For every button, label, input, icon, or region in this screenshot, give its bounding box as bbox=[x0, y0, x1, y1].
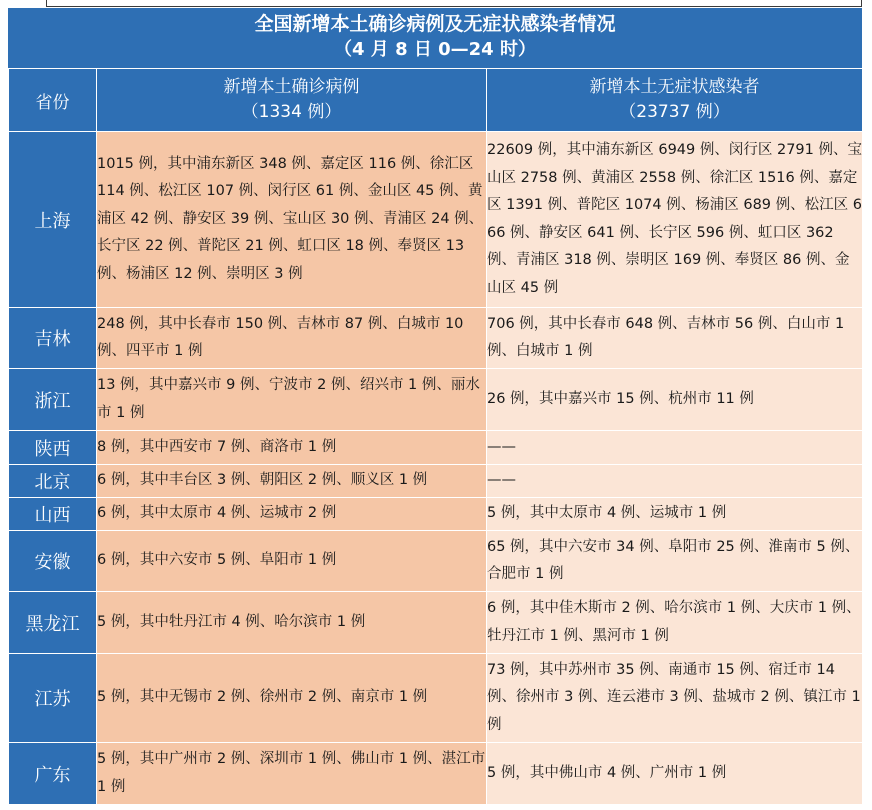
table-title: 全国新增本土确诊病例及无症状感染者情况 bbox=[254, 13, 616, 35]
province-cell: 上海 bbox=[9, 132, 97, 308]
asymptomatic-cell: —— bbox=[487, 465, 863, 498]
confirmed-cell: 5 例，其中广州市 2 例、深圳市 1 例、佛山市 1 例、湛江市 1 例 bbox=[97, 743, 487, 805]
confirmed-cell: 8 例，其中西安市 7 例、商洛市 1 例 bbox=[97, 431, 487, 465]
confirmed-cell: 6 例，其中六安市 5 例、阜阳市 1 例 bbox=[97, 531, 487, 592]
confirmed-header-label: 新增本土确诊病例 bbox=[223, 77, 360, 97]
province-cell: 浙江 bbox=[9, 369, 97, 431]
previous-table-edge bbox=[46, 0, 862, 7]
confirmed-cell: 5 例，其中牡丹江市 4 例、哈尔滨市 1 例 bbox=[97, 592, 487, 654]
province-cell: 广东 bbox=[9, 743, 97, 805]
table-row bbox=[9, 592, 863, 654]
top-strip bbox=[0, 0, 872, 8]
confirmed-cell: 6 例，其中丰台区 3 例、朝阳区 2 例、顺义区 1 例 bbox=[97, 465, 487, 498]
table-row bbox=[9, 431, 863, 465]
table-title-bar bbox=[8, 8, 862, 68]
confirmed-cell: 6 例，其中太原市 4 例、运城市 2 例 bbox=[97, 498, 487, 531]
table-row bbox=[9, 498, 863, 531]
table-row bbox=[9, 369, 863, 431]
province-cell: 江苏 bbox=[9, 654, 97, 743]
province-cell: 黑龙江 bbox=[9, 592, 97, 654]
table-row bbox=[9, 132, 863, 308]
table-row bbox=[9, 308, 863, 369]
table-row bbox=[9, 531, 863, 592]
confirmed-cell: 1015 例，其中浦东新区 348 例、嘉定区 116 例、徐汇区 114 例、松江区 107 例、闵行区 61 例、金山区 45 例、黄浦区 42 例、静安区 39 例、宝山区 30 例、青浦区 24 例、长宁区 22 例、普陀区 21 例、虹口区 18 例、奉贤区 13 例、杨浦区 12 例、崇明区 3 例 bbox=[97, 132, 487, 308]
asymptomatic-cell: 26 例，其中嘉兴市 15 例、杭州市 11 例 bbox=[487, 369, 863, 431]
asymptomatic-cell: 5 例，其中佛山市 4 例、广州市 1 例 bbox=[487, 743, 863, 805]
province-cell: 山西 bbox=[9, 498, 97, 531]
asymptomatic-cell: 65 例，其中六安市 34 例、阜阳市 25 例、淮南市 5 例、合肥市 1 例 bbox=[487, 531, 863, 592]
asymptomatic-cell: 6 例，其中佳木斯市 2 例、哈尔滨市 1 例、大庆市 1 例、牡丹江市 1 例、黑河市 1 例 bbox=[487, 592, 863, 654]
asymptomatic-header-total: （23737 例） bbox=[619, 102, 730, 122]
asymptomatic-column-header bbox=[487, 69, 863, 132]
province-cell: 安徽 bbox=[9, 531, 97, 592]
province-cell: 吉林 bbox=[9, 308, 97, 369]
asymptomatic-cell: 5 例，其中太原市 4 例、运城市 1 例 bbox=[487, 498, 863, 531]
asymptomatic-header-label: 新增本土无症状感染者 bbox=[589, 77, 760, 97]
confirmed-column-header bbox=[97, 69, 487, 132]
province-column-header: 省份 bbox=[9, 69, 97, 132]
table-row bbox=[9, 465, 863, 498]
header-row bbox=[9, 69, 863, 132]
confirmed-header-total: （1334 例） bbox=[241, 102, 342, 122]
province-cell: 北京 bbox=[9, 465, 97, 498]
asymptomatic-cell: 22609 例，其中浦东新区 6949 例、闵行区 2791 例、宝山区 2758 例、黄浦区 2558 例、徐汇区 1516 例、嘉定区 1391 例、普陀区 1074 例、杨浦区 689 例、松江区 666 例、静安区 641 例、长宁区 596 例、虹口区 362 例、青浦区 318 例、崇明区 169 例、奉贤区 86 例、金山区 45 例 bbox=[487, 132, 863, 308]
province-cell: 陕西 bbox=[9, 431, 97, 465]
asymptomatic-cell: —— bbox=[487, 431, 863, 465]
table-row bbox=[9, 743, 863, 805]
asymptomatic-cell: 73 例，其中苏州市 35 例、南通市 15 例、宿迁市 14 例、徐州市 3 例、连云港市 3 例、盐城市 2 例、镇江市 1 例 bbox=[487, 654, 863, 743]
asymptomatic-cell: 706 例，其中长春市 648 例、吉林市 56 例、白山市 1 例、白城市 1 例 bbox=[487, 308, 863, 369]
table-subtitle: （4 月 8 日 0—24 时） bbox=[334, 39, 536, 60]
table-row bbox=[9, 654, 863, 743]
confirmed-cell: 248 例，其中长春市 150 例、吉林市 87 例、白城市 10 例、四平市 1 例 bbox=[97, 308, 487, 369]
confirmed-cell: 13 例，其中嘉兴市 9 例、宁波市 2 例、绍兴市 1 例、丽水市 1 例 bbox=[97, 369, 487, 431]
cases-table bbox=[8, 68, 863, 805]
confirmed-cell: 5 例，其中无锡市 2 例、徐州市 2 例、南京市 1 例 bbox=[97, 654, 487, 743]
